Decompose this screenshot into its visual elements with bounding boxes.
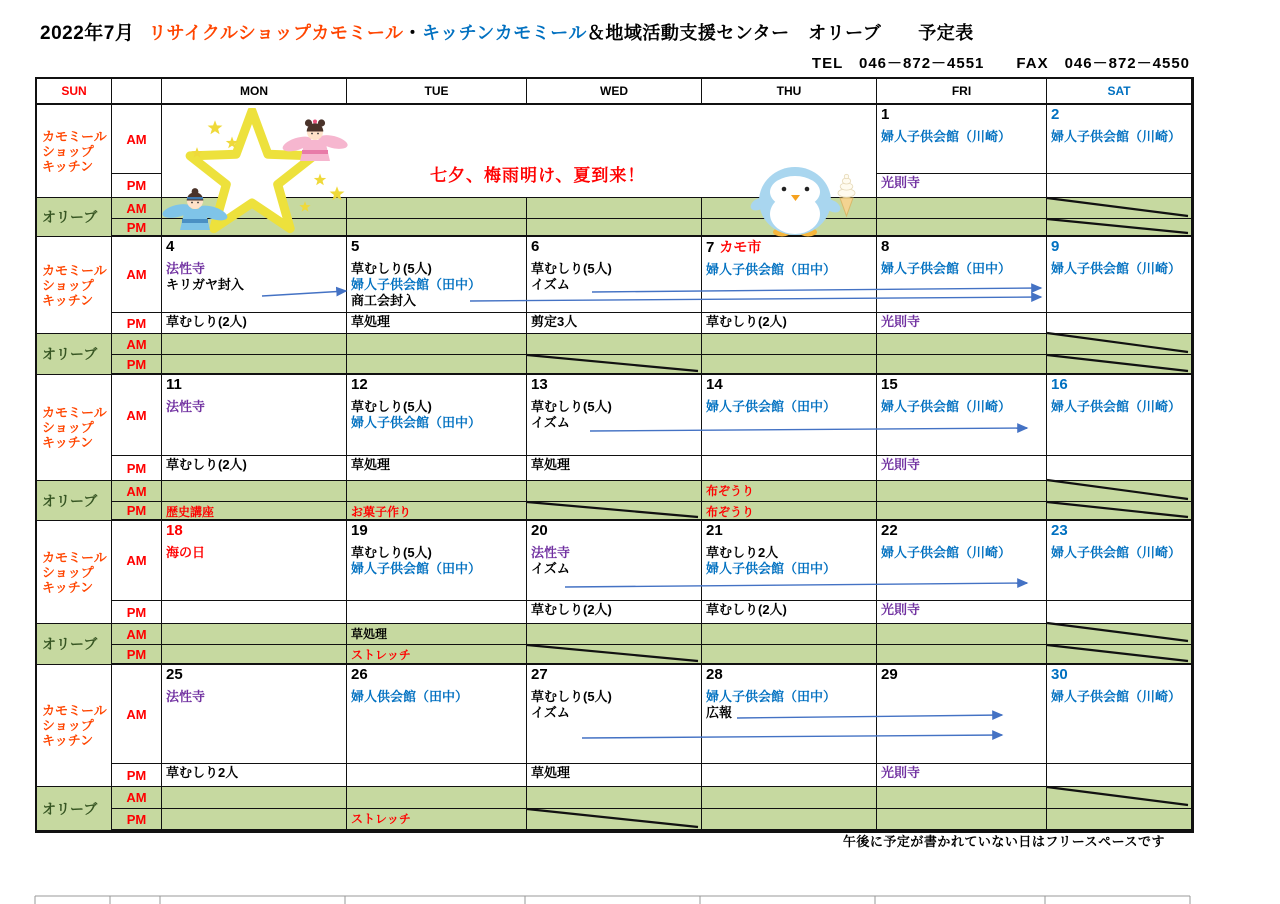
date-number: 4 [166,238,175,255]
cell-mon-olive-pm-w4 [162,645,347,665]
schedule-entry: 布ぞうり [706,484,755,498]
day-header-time-col [112,79,162,105]
schedule-entry: 婦人子供会館（田中） [351,415,482,430]
cell-thu-olive-am-w1 [702,198,877,219]
schedule-entry: 婦人子供会館（川崎） [1051,129,1182,144]
cell-thu-am-w4 [702,521,877,601]
cell-wed-pm-w2 [527,313,702,334]
time-olive-pm-w1: PM [112,219,162,237]
date-number: 2 [1051,106,1060,123]
schedule-entry: 婦人子供会館（川崎） [1051,689,1182,704]
time-pm-w3: PM [112,456,162,481]
row-label-kamomiru-w5: カモミール ショップ キッチン [37,665,112,787]
cell-wed-olive-am-w2 [527,334,702,355]
date-number: 5 [351,238,360,255]
cell-wed-olive-pm-w5 [527,809,702,831]
time-pm-w4: PM [112,601,162,624]
time-am-w5: AM [112,665,162,764]
cell-fri-olive-am-w1 [877,198,1047,219]
title-kitchen-name: キッチンカモミール [421,23,587,43]
schedule-entry: 法性寺 [166,399,206,414]
cell-sat-olive-pm-w3 [1047,502,1192,521]
cell-tue-am-w4 [347,521,527,601]
schedule-entry: 光則寺 [881,314,921,329]
row-label-kamomiru-w4: カモミール ショップ キッチン [37,521,112,624]
schedule-entry: ストレッチ [351,812,411,826]
cell-tue-olive-am-w4 [347,624,527,645]
footnote-text: 午後に予定が書かれていない日はフリースペースです [842,834,1165,849]
cell-thu-am-w2 [702,237,877,313]
cell-mon-am-w5 [162,665,347,764]
cell-mon-pm-w4 [162,601,347,624]
cell-mon-olive-pm-w5 [162,809,347,831]
row-label-olive-w1: オリーブ [37,198,112,237]
time-am-w2: AM [112,237,162,313]
schedule-entry: イズム [531,277,570,292]
time-olive-pm-w2: PM [112,355,162,375]
cell-thu-am-w3 [702,375,877,456]
cell-fri-olive-pm-w3 [877,502,1047,521]
date-number: 13 [531,376,548,393]
schedule-entry: 婦人子供会館（川崎） [1051,261,1182,276]
title-shop-name: リサイクルショップカモミール [148,23,404,43]
cell-thu-olive-pm-w2 [702,355,877,375]
cell-thu-olive-pm-w3 [702,502,877,521]
title-dot: ・ [403,23,422,43]
row-label-olive-w2: オリーブ [37,334,112,375]
cell-fri-pm-w4 [877,601,1047,624]
schedule-entry: 婦人子供会館（田中） [706,561,837,576]
schedule-entry: 婦人子供会館（田中） [351,277,482,292]
cell-fri-pm-w5 [877,764,1047,787]
cell-tue-olive-am-w5 [347,787,527,809]
cell-fri-olive-am-w4 [877,624,1047,645]
schedule-entry: 草むしり(2人) [166,457,247,472]
schedule-entry: 草むしり(5人) [351,261,432,276]
seasonal-banner-text: 七夕、梅雨明け、夏到来！ [430,166,646,185]
schedule-entry: 草むしり(5人) [531,689,612,704]
schedule-entry: 商工会封入 [351,293,417,308]
schedule-entry: 草処理 [351,314,391,329]
time-pm-w1: PM [112,174,162,198]
cell-thu-olive-am-w5 [702,787,877,809]
cell-sat-olive-am-w5 [1047,787,1192,809]
title-month: 2022年7月 [40,23,135,44]
cell-wed-olive-pm-w1 [527,219,702,237]
schedule-entry: ストレッチ [351,648,411,662]
cell-mon-olive-am-w1 [162,198,347,219]
schedule-entry: お菓子作り [351,505,412,519]
schedule-entry: 婦人子供会館（川崎） [1051,545,1182,560]
date-number: 14 [706,376,723,393]
date-number: 30 [1051,666,1068,683]
cell-tue-pm-w4 [347,601,527,624]
day-header-SUN: SUN [37,79,112,105]
cell-thu-pm-w5 [702,764,877,787]
schedule-entry: 光則寺 [881,175,921,190]
date-number: 16 [1051,376,1068,393]
cell-mon-am-w3 [162,375,347,456]
schedule-entry: 光則寺 [881,602,921,617]
cell-fri-olive-pm-w4 [877,645,1047,665]
cell-tue-am-w3 [347,375,527,456]
cell-tue-olive-pm-w4 [347,645,527,665]
cell-thu-olive-am-w4 [702,624,877,645]
date-number: 27 [531,666,548,683]
date-number: 8 [881,238,890,255]
cell-sat-pm-w4 [1047,601,1192,624]
date-number: 15 [881,376,898,393]
cell-fri-olive-pm-w5 [877,809,1047,831]
cell-mon-olive-pm-w1 [162,219,347,237]
cell-mon-olive-am-w4 [162,624,347,645]
schedule-entry: 草むしり(2人) [706,602,787,617]
cell-wed-olive-pm-w4 [527,645,702,665]
cell-tue-pm-w2 [347,313,527,334]
cell-fri-am-w4 [877,521,1047,601]
cell-tue-pm-w5 [347,764,527,787]
date-number: 12 [351,376,368,393]
time-olive-pm-w3: PM [112,502,162,521]
cell-wed-olive-pm-w3 [527,502,702,521]
cell-thu-pm-w3 [702,456,877,481]
cell-wed-pm-w5 [527,764,702,787]
schedule-entry: 婦人子供会館（川崎） [881,545,1012,560]
cell-fri-olive-am-w3 [877,481,1047,502]
cell-fri-pm-w3 [877,456,1047,481]
day-header-WED: WED [527,79,702,105]
cell-tue-olive-pm-w5 [347,809,527,831]
time-olive-am-w5: AM [112,787,162,809]
cell-tue-olive-pm-w3 [347,502,527,521]
schedule-entry: イズム [531,415,570,430]
cell-sat-pm-w2 [1047,313,1192,334]
schedule-entry: イズム [531,705,570,720]
time-am-w4: AM [112,521,162,601]
day-header-THU: THU [702,79,877,105]
cell-wed-olive-am-w4 [527,624,702,645]
schedule-entry: 婦人供会館（田中） [351,689,469,704]
schedule-entry: 草むしり(2人) [166,314,247,329]
time-olive-pm-w5: PM [112,809,162,831]
cell-fri-am-w2 [877,237,1047,313]
date-number: 20 [531,522,548,539]
cell-tue-olive-am-w2 [347,334,527,355]
date-number: 7 カモ市 [706,239,762,256]
cell-tue-am-w2 [347,237,527,313]
cell-sat-olive-am-w1 [1047,198,1192,219]
schedule-entry: 婦人子供会館（田中） [706,689,837,704]
date-number: 23 [1051,522,1068,539]
cell-sat-am-w4 [1047,521,1192,601]
cell-wed-am-w2 [527,237,702,313]
cell-mon-olive-pm-w2 [162,355,347,375]
row-label-olive-w5: オリーブ [37,787,112,831]
cell-sat-olive-am-w2 [1047,334,1192,355]
tel-fax-line: TEL 046－872－4551 FAX 046－872－4550 [811,55,1190,72]
cell-fri-pm-w1 [877,174,1047,198]
cell-wed-am-w5 [527,665,702,764]
cell-fri-olive-am-w5 [877,787,1047,809]
cell-thu-olive-pm-w5 [702,809,877,831]
cell-sat-am-w3 [1047,375,1192,456]
day-header-SAT: SAT [1047,79,1192,105]
schedule-entry: 草処理 [351,457,391,472]
cell-thu-olive-am-w2 [702,334,877,355]
cell-wed-am-w4 [527,521,702,601]
tanabata-banner-cell [162,105,877,198]
schedule-entry: 婦人子供会館（田中） [881,261,1012,276]
cell-mon-pm-w2 [162,313,347,334]
cell-thu-pm-w2 [702,313,877,334]
cell-tue-olive-am-w3 [347,481,527,502]
cell-tue-olive-pm-w1 [347,219,527,237]
schedule-entry: 光則寺 [881,765,921,780]
schedule-entry: 草むしり(2人) [706,314,787,329]
cell-mon-olive-am-w2 [162,334,347,355]
date-number: 28 [706,666,723,683]
schedule-table [35,77,1194,833]
schedule-entry: 布ぞうり [706,505,755,519]
time-pm-w5: PM [112,764,162,787]
cell-sat-pm-w5 [1047,764,1192,787]
cell-fri-olive-am-w2 [877,334,1047,355]
day-header-FRI: FRI [877,79,1047,105]
cell-sat-pm-w1 [1047,174,1192,198]
schedule-entry: 草むしり(5人) [531,399,612,414]
cell-tue-olive-am-w1 [347,198,527,219]
schedule-entry: 草むしり(2人) [531,602,612,617]
cell-mon-olive-pm-w3 [162,502,347,521]
date-number: 18 [166,522,183,539]
time-olive-am-w1: AM [112,198,162,219]
time-pm-w2: PM [112,313,162,334]
schedule-entry: 婦人子供会館（川崎） [881,399,1012,414]
cell-sat-olive-pm-w2 [1047,355,1192,375]
cell-wed-am-w3 [527,375,702,456]
cell-fri-am-w5 [877,665,1047,764]
cell-sat-olive-pm-w5 [1047,809,1192,831]
time-olive-am-w3: AM [112,481,162,502]
schedule-entry: 草処理 [531,765,571,780]
date-number: 22 [881,522,898,539]
date-number: 21 [706,522,723,539]
cell-wed-olive-pm-w2 [527,355,702,375]
cell-tue-olive-pm-w2 [347,355,527,375]
cell-sat-pm-w3 [1047,456,1192,481]
schedule-entry: 草むしり(5人) [351,399,432,414]
schedule-entry: 法性寺 [166,689,206,704]
date-number: 1 [881,106,890,123]
row-label-kamomiru-w1: カモミール ショップ キッチン [37,105,112,198]
cell-thu-am-w5 [702,665,877,764]
cell-sat-am-w2 [1047,237,1192,313]
time-olive-am-w4: AM [112,624,162,645]
cell-fri-olive-pm-w1 [877,219,1047,237]
schedule-entry: 草むしり2人 [166,765,239,780]
cell-wed-olive-am-w1 [527,198,702,219]
row-label-kamomiru-w2: カモミール ショップ キッチン [37,237,112,334]
cell-fri-am-w3 [877,375,1047,456]
cell-tue-pm-w3 [347,456,527,481]
schedule-entry: 婦人子供会館（川崎） [881,129,1012,144]
schedule-entry: 広報 [706,705,733,720]
cell-fri-pm-w2 [877,313,1047,334]
cell-mon-olive-am-w5 [162,787,347,809]
day-header-MON: MON [162,79,347,105]
time-olive-pm-w4: PM [112,645,162,665]
schedule-entry: 海の日 [166,545,206,560]
date-number: 29 [881,666,898,683]
cell-mon-pm-w5 [162,764,347,787]
cell-mon-am-w4 [162,521,347,601]
schedule-entry: 法性寺 [531,545,571,560]
cell-sat-olive-pm-w4 [1047,645,1192,665]
time-am-w3: AM [112,375,162,456]
cell-thu-olive-am-w3 [702,481,877,502]
row-label-olive-w3: オリーブ [37,481,112,521]
date-number: 26 [351,666,368,683]
schedule-entry: 草処理 [351,627,388,641]
row-label-kamomiru-w3: カモミール ショップ キッチン [37,375,112,481]
schedule-entry: 婦人子供会館（田中） [706,262,837,277]
schedule-entry: 草むしり2人 [706,545,779,560]
cell-mon-olive-am-w3 [162,481,347,502]
cell-sat-olive-am-w4 [1047,624,1192,645]
cell-wed-olive-am-w3 [527,481,702,502]
schedule-entry: 歴史講座 [166,505,215,519]
schedule-entry: 婦人子供会館（川崎） [1051,399,1182,414]
date-number: 11 [166,376,182,393]
schedule-entry: 法性寺 [166,261,206,276]
schedule-entry: 草むしり(5人) [351,545,432,560]
date-number: 19 [351,522,368,539]
schedule-entry: 婦人子供会館（田中） [706,399,837,414]
page-title [40,18,974,45]
date-number: 9 [1051,238,1060,255]
cell-mon-am-w2 [162,237,347,313]
cell-fri-olive-pm-w2 [877,355,1047,375]
cell-sat-am-w1 [1047,105,1192,174]
cell-wed-pm-w3 [527,456,702,481]
schedule-entry: 光則寺 [881,457,921,472]
cell-mon-pm-w3 [162,456,347,481]
cell-tue-am-w5 [347,665,527,764]
date-number: 6 [531,238,540,255]
schedule-entry: 草処理 [531,457,571,472]
cell-sat-olive-pm-w1 [1047,219,1192,237]
schedule-entry: 剪定3人 [531,314,578,329]
time-olive-am-w2: AM [112,334,162,355]
cell-wed-olive-am-w5 [527,787,702,809]
schedule-entry: キリガヤ封入 [166,277,244,292]
date-annotation: カモ市 [719,239,762,255]
date-number: 25 [166,666,183,683]
title-tail: ＆地域活動支援センター オリーブ 予定表 [586,23,974,43]
row-label-olive-w4: オリーブ [37,624,112,665]
cell-thu-olive-pm-w1 [702,219,877,237]
schedule-entry: 婦人子供会館（田中） [351,561,482,576]
cell-thu-pm-w4 [702,601,877,624]
cell-thu-olive-pm-w4 [702,645,877,665]
schedule-entry: 草むしり(5人) [531,261,612,276]
cell-sat-am-w5 [1047,665,1192,764]
time-am-w1: AM [112,105,162,174]
cell-fri-am-w1 [877,105,1047,174]
cell-sat-olive-am-w3 [1047,481,1192,502]
schedule-entry: イズム [531,561,570,576]
day-header-TUE: TUE [347,79,527,105]
cell-wed-pm-w4 [527,601,702,624]
